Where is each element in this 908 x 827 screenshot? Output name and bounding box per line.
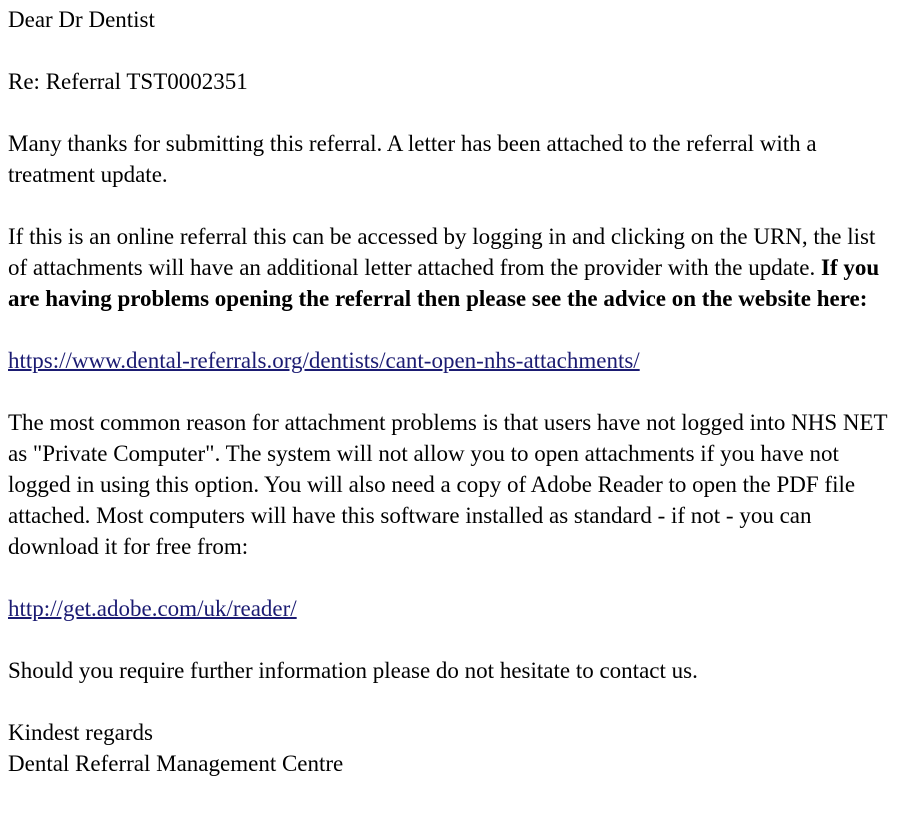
signoff-regards: Kindest regards — [8, 720, 153, 745]
paragraph-online-referral-emphasis: If you are having problems opening the referral then please see the advice on the website here: — [8, 255, 880, 311]
paragraph-closing — [8, 655, 896, 686]
subject-line — [8, 66, 896, 97]
dental-referrals-link-paragraph — [8, 345, 896, 376]
adobe-reader-link-paragraph — [8, 593, 896, 624]
signoff-sender: Dental Referral Management Centre — [8, 751, 344, 776]
paragraph-thanks-text: Many thanks for submitting this referral. A letter has been attached to the referral with a treatment update. — [8, 131, 817, 187]
paragraph-common-reason-text: The most common reason for attachment problems is that users have not logged into NHS NET as "Private Computer". The system will not allow you to open attachments if you have not logged in using this option. You will also need a copy of Adobe Reader to open the PDF file attached. Most computers will have this software installed as standard - if not - you can download it for free from: — [8, 410, 888, 559]
subject-line-text: Re: Referral TST0002351 — [8, 69, 248, 94]
paragraph-thanks — [8, 128, 896, 190]
paragraph-closing-text: Should you require further information please do not hesitate to contact us. — [8, 658, 698, 683]
paragraph-online-referral — [8, 221, 896, 314]
dental-referrals-help-link[interactable]: https://www.dental-referrals.org/dentists/cant-open-nhs-attachments/ — [8, 348, 640, 373]
salutation — [8, 4, 896, 35]
signature-block — [8, 717, 896, 779]
paragraph-common-reason — [8, 407, 896, 562]
paragraph-online-referral-text: If this is an online referral this can be accessed by logging in and clicking on the URN, the list of attachments will have an additional letter attached from the provider with the update. — [8, 224, 876, 280]
adobe-reader-download-link[interactable]: http://get.adobe.com/uk/reader/ — [8, 596, 297, 621]
salutation-text: Dear Dr Dentist — [8, 7, 155, 32]
